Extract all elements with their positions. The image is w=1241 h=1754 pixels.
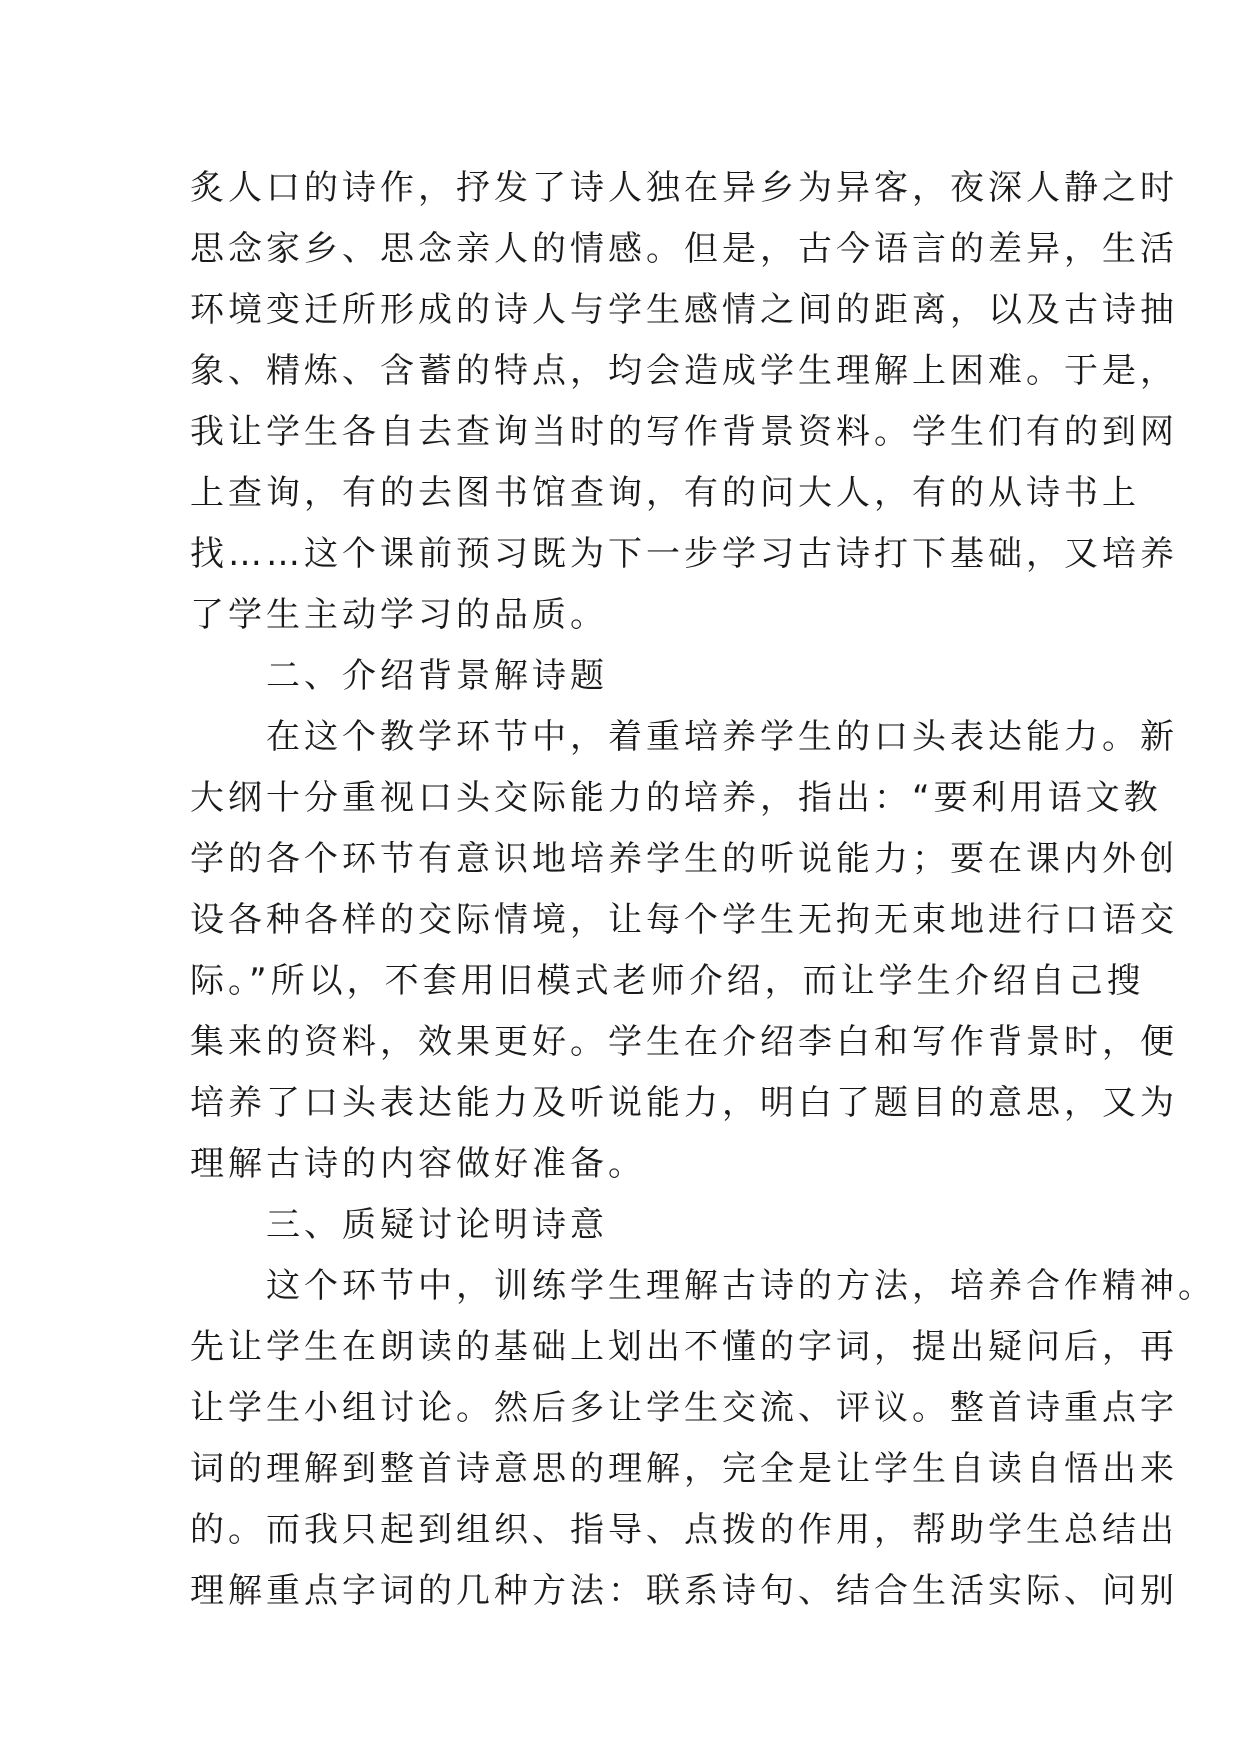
section-heading-3 [190,1195,1056,1256]
text-line: 的。而我只起到组织、指导、点拨的作用，帮助学生总结出 [190,1510,1178,1550]
text-line: 象、精炼、含蓄的特点，均会造成学生理解上困难。于是， [190,351,1178,391]
text-line: 思念家乡、思念亲人的情感。但是，古今语言的差异，生活 [190,229,1178,269]
text-line: 词的理解到整首诗意思的理解，完全是让学生自读自悟出来 [190,1449,1178,1489]
text-line: 找……这个课前预习既为下一步学习古诗打下基础，又培养 [190,534,1178,574]
text-line: 先让学生在朗读的基础上划出不懂的字词，提出疑问后，再 [190,1327,1178,1367]
text-line: 设各种各样的交际情境，让每个学生无拘无束地进行口语交 [190,900,1178,940]
text-line: 环境变迁所形成的诗人与学生感情之间的距离，以及古诗抽 [190,290,1178,330]
heading-line: 二、介绍背景解诗题 [266,656,608,696]
paragraph-section-2 [190,707,1178,1195]
text-line: 让学生小组讨论。然后多让学生交流、评议。整首诗重点字 [190,1388,1178,1428]
text-line: 这个环节中，训练学生理解古诗的方法，培养合作精神。 [266,1266,1216,1306]
document-body [190,158,1216,1622]
paragraph-continued [190,158,1178,646]
text-line: 炙人口的诗作，抒发了诗人独在异乡为异客，夜深人静之时 [190,168,1178,208]
text-line: 培养了口头表达能力及听说能力，明白了题目的意思，又为 [190,1083,1178,1123]
paragraph-section-3 [190,1256,1216,1622]
text-line: 集来的资料，效果更好。学生在介绍李白和写作背景时，便 [190,1022,1178,1062]
heading-line: 三、质疑讨论明诗意 [266,1205,608,1245]
text-line: 我让学生各自去查询当时的写作背景资料。学生们有的到网 [190,412,1178,452]
text-line: 学的各个环节有意识地培养学生的听说能力；要在课内外创 [190,839,1178,879]
section-heading-2 [190,646,1056,707]
text-line: 大纲十分重视口头交际能力的培养，指出：“要利用语文教 [190,778,1162,818]
text-line: 际。”所以，不套用旧模式老师介绍，而让学生介绍自己搜 [190,961,1145,1001]
text-line: 理解重点字词的几种方法：联系诗句、结合生活实际、问别 [190,1571,1178,1611]
text-line: 理解古诗的内容做好准备。 [190,1144,646,1184]
text-line: 上查询，有的去图书馆查询，有的问大人，有的从诗书上 [190,473,1140,513]
text-line: 在这个教学环节中，着重培养学生的口头表达能力。新 [266,717,1178,757]
text-line: 了学生主动学习的品质。 [190,595,608,635]
